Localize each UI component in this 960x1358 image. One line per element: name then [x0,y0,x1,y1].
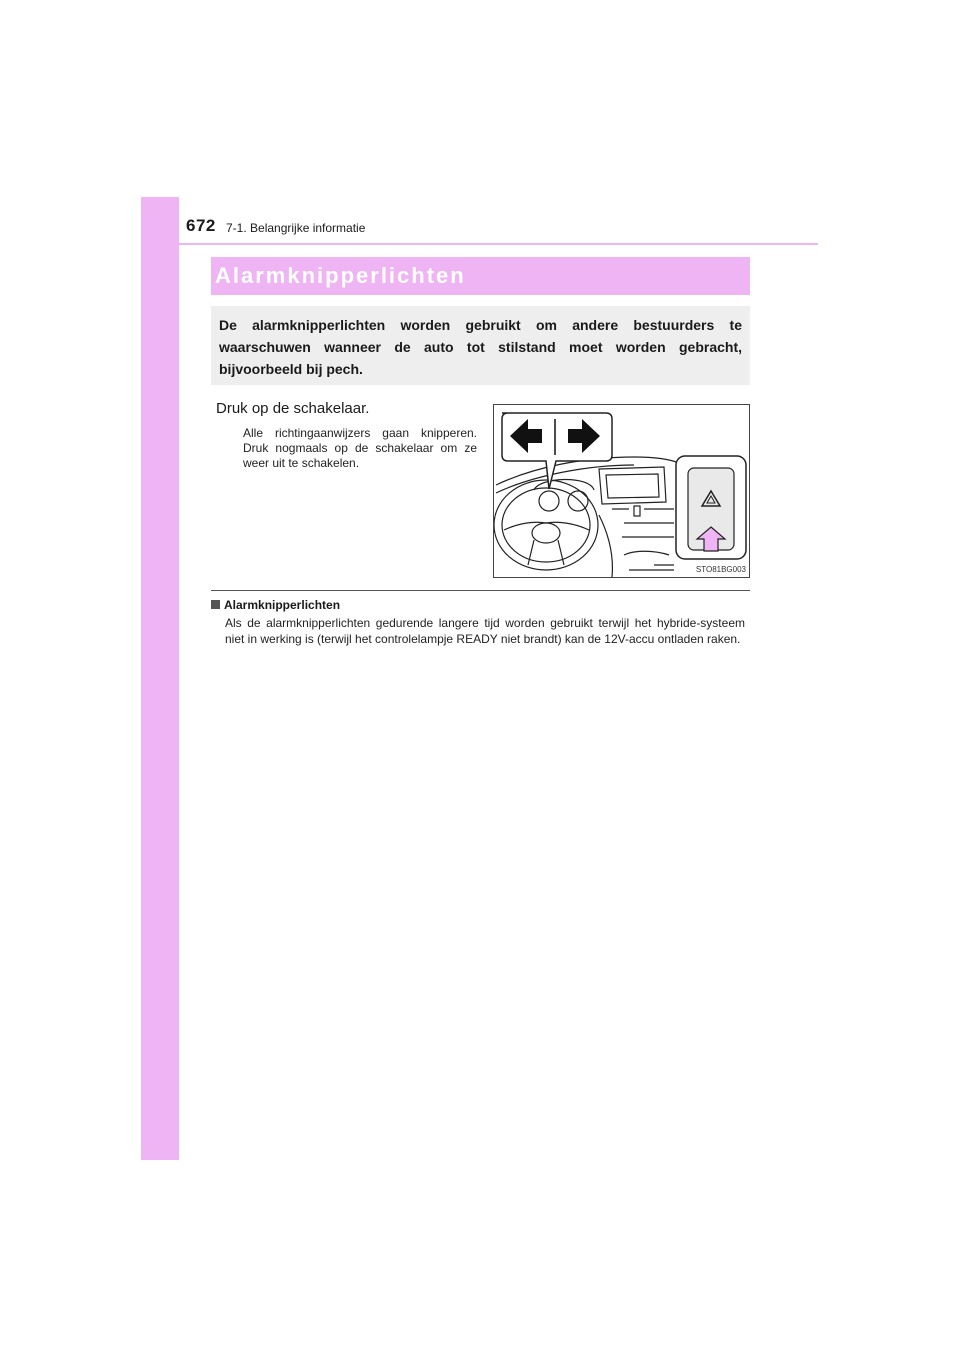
figure-code: STO81BG003 [695,565,746,574]
note-body: Als de alarmknipperlichten gedurende langere tijd worden gebruikt terwijl het hybride-systeem niet in werking is (terwijl het controlelampje READY niet brandt) kan de 12V-accu ontladen raken. [225,616,745,646]
note-heading-text: Alarmknipperlichten [224,598,341,612]
note-divider [211,590,750,591]
hazard-switch-illustration [493,404,750,578]
note-heading [211,598,340,612]
intro-text: De alarmknipperlichten worden gebruikt om andere bestuurders te waarschuwen wanneer de auto tot stilstand moet worden gebracht, bijvoorbeeld bij pech. [219,317,742,377]
page-title: Alarmknipperlichten [215,263,466,288]
page-number: 672 [186,216,216,235]
intro-box [211,306,750,385]
step-title: Druk op de schakelaar. [216,400,370,417]
callout-bubble [502,413,612,489]
side-tab-strip [141,197,179,1160]
bullet-square-icon [211,600,220,609]
section-header: 7-1. Belangrijke informatie [226,221,366,235]
step-description: Alle richtingaanwijzers gaan knipperen. Druk nogmaals op de schakelaar om ze weer uit te schakelen. [243,426,477,470]
dashboard-drawing [494,405,750,578]
header-rule [141,243,818,245]
title-banner [211,257,750,295]
dashboard-lines [494,457,679,577]
